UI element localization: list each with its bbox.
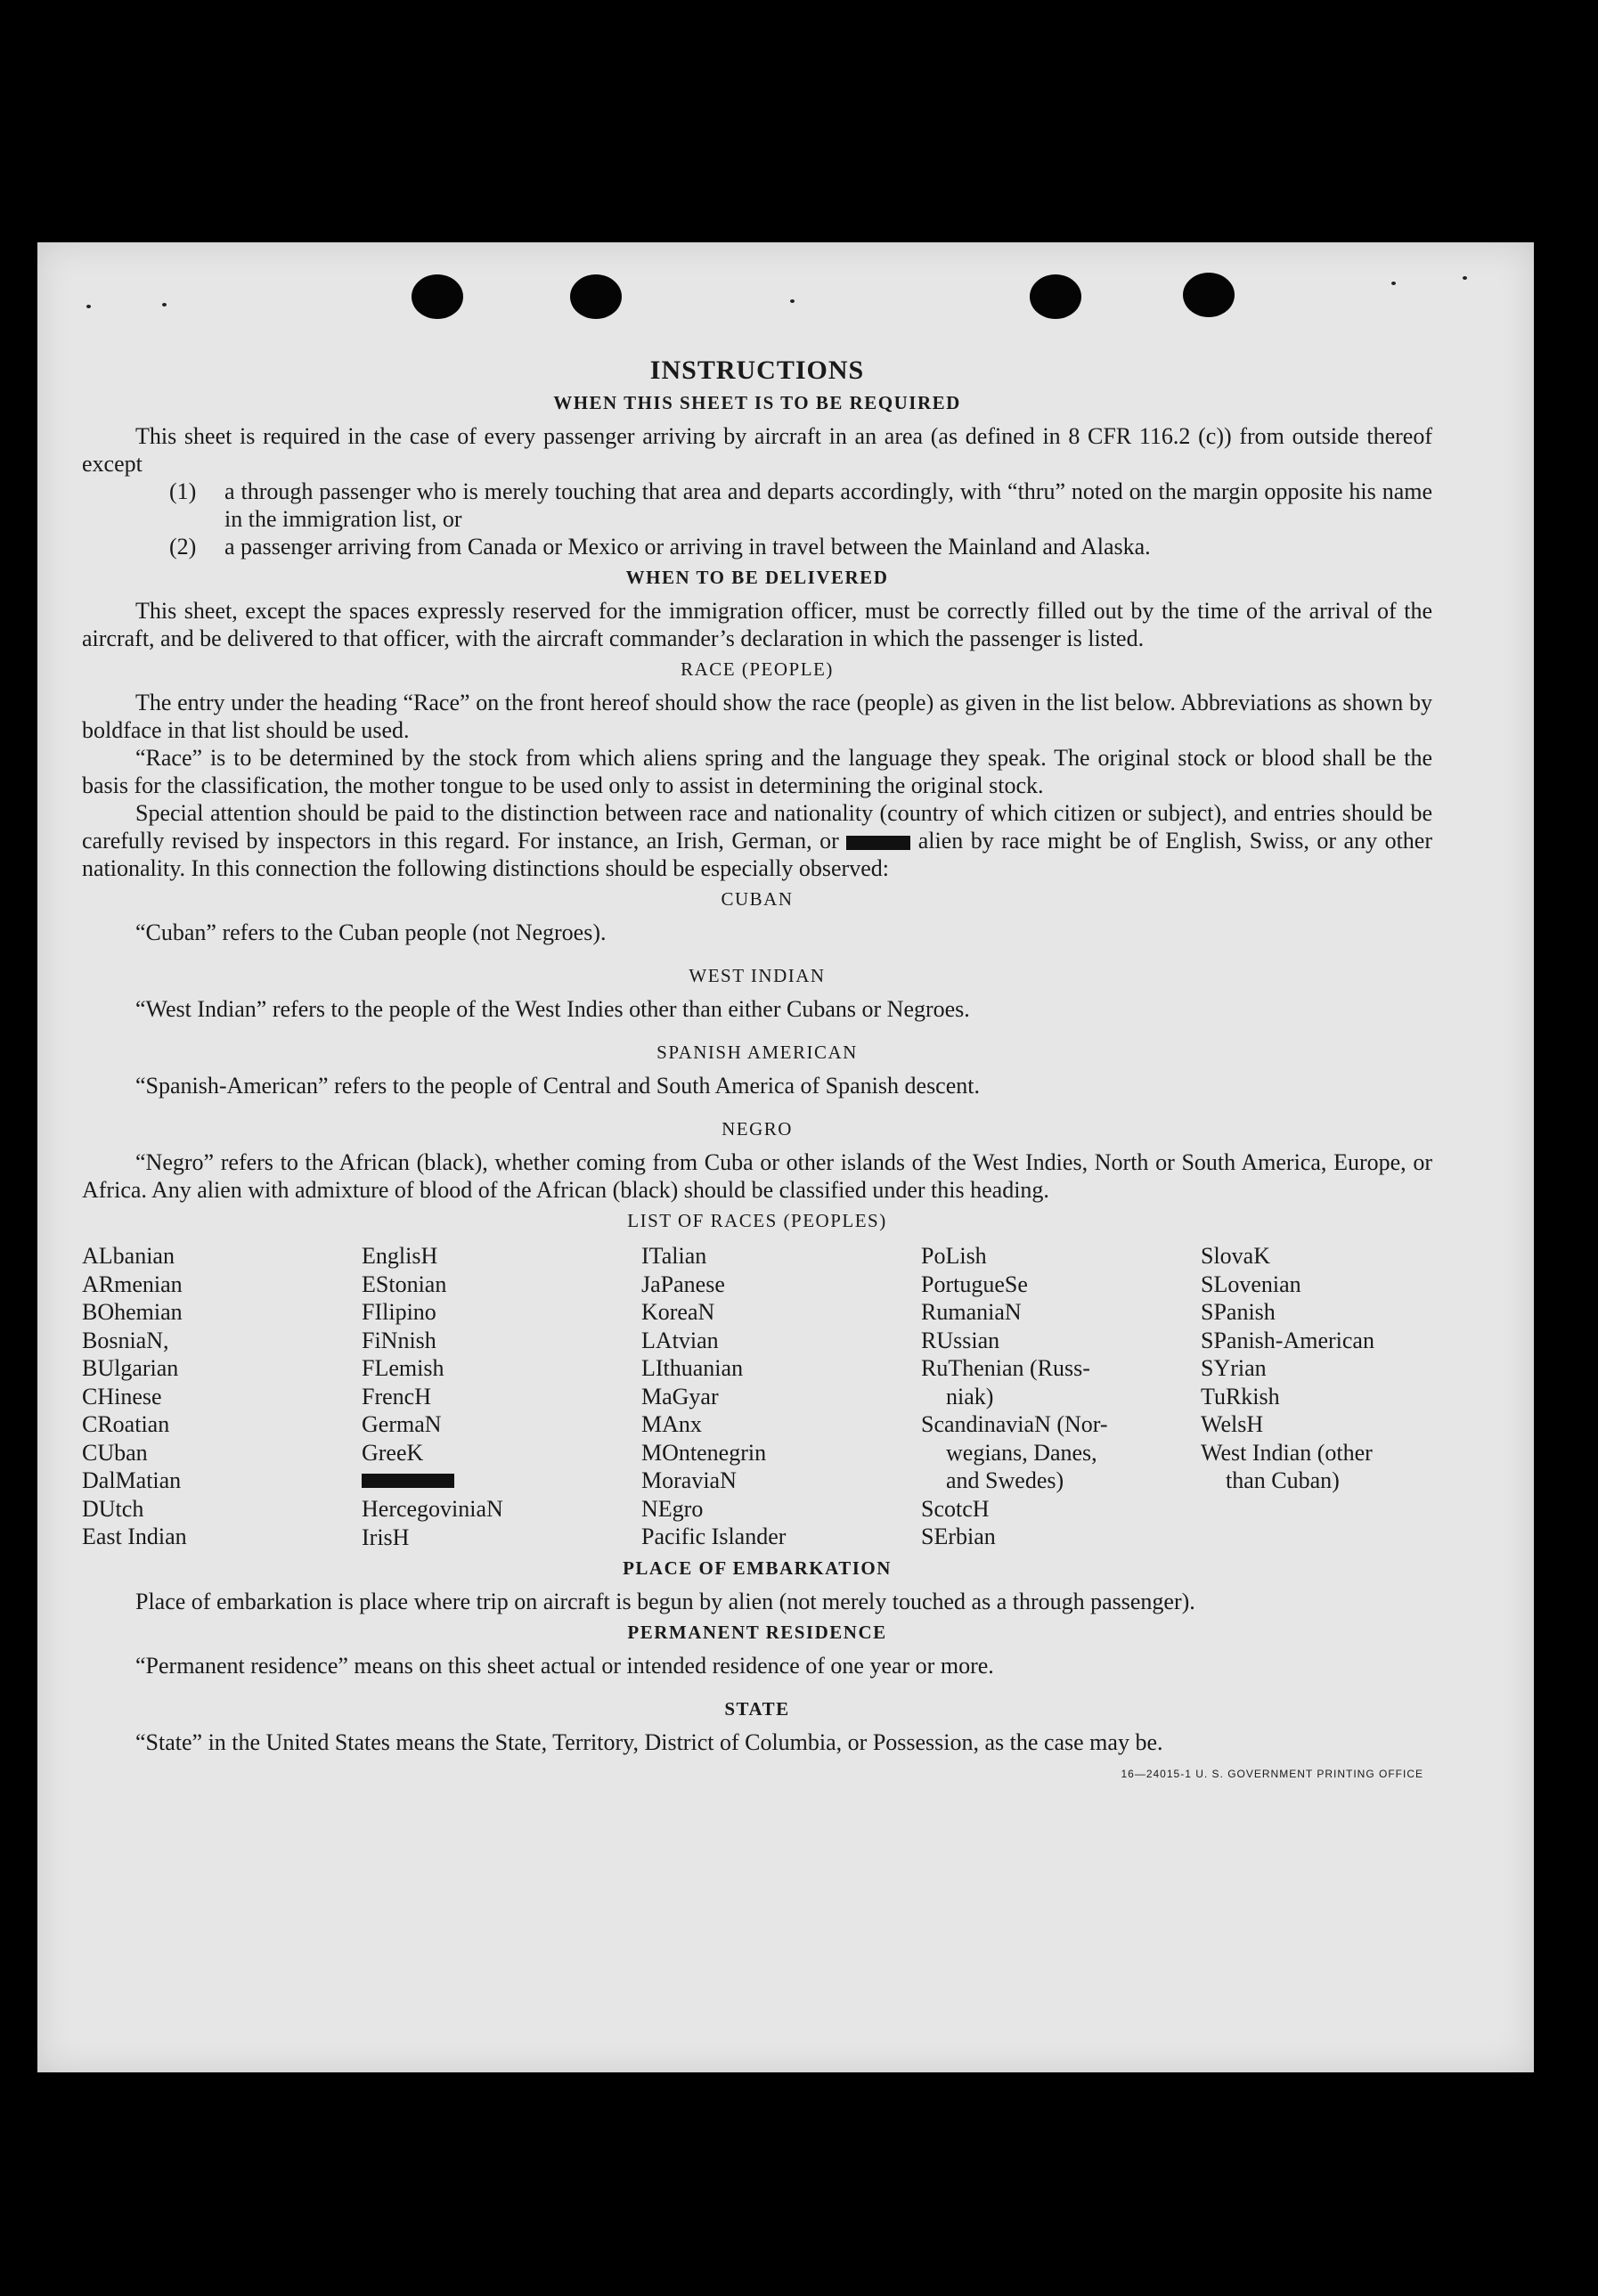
printing-office-note: 16—24015-1 U. S. GOVERNMENT PRINTING OFFICE — [1121, 1768, 1423, 1780]
race-item: FrencH — [362, 1383, 431, 1409]
race-item: FiNnish — [362, 1327, 436, 1353]
race-item: DUtch — [82, 1495, 144, 1522]
race-paragraph-2: “Race” is to be determined by the stock from which aliens spring and the language they speak. The original stock or blood shall be the basis for the classification, the mother tongue to be used only to assist in determining the original stock. — [82, 745, 1432, 798]
document-sheet — [37, 242, 1534, 2072]
races-column-1 — [82, 1242, 349, 1551]
cuban-text: “Cuban” refers to the Cuban people (not Negroes). — [135, 919, 607, 945]
speck — [162, 303, 167, 306]
redacted-entry — [362, 1474, 454, 1488]
race-item: CUban — [82, 1439, 148, 1466]
heading-negro: NEGRO — [722, 1118, 793, 1140]
race-item: and Swedes) — [946, 1467, 1064, 1493]
heading-list-of-races: LIST OF RACES (PEOPLES) — [627, 1210, 887, 1231]
race-item: Pacific Islander — [641, 1524, 787, 1549]
race-paragraph-3a: Special attention should be paid to the distinction between race and nationality (country of which citizen or subject), and entries should be carefully revised by inspectors in this regard. For instance, an Irish, German, or — [82, 800, 1432, 854]
punch-hole — [1030, 274, 1081, 319]
punch-hole — [1183, 273, 1235, 317]
race-item: RUssian — [921, 1327, 1000, 1353]
race-item: than Cuban) — [1226, 1467, 1340, 1493]
race-item: CHinese — [82, 1383, 162, 1409]
race-item: EStonian — [362, 1271, 447, 1297]
race-item: GermaN — [362, 1411, 442, 1437]
race-item: East Indian — [82, 1524, 187, 1549]
when-required-intro: This sheet is required in the case of every passenger arriving by aircraft in an area (as defined in 8 CFR 116.2 (c)) from outside thereof except — [82, 423, 1432, 477]
race-paragraph-3b: alien by race might be of English, Swiss, or any other nationality. In this connection the following distinctions should be especially observed: — [82, 828, 1432, 881]
punch-hole — [570, 274, 622, 319]
state-text: “State” in the United States means the State, Territory, District of Columbia, or Possession, as the case may be. — [135, 1729, 1163, 1755]
race-item: ARmenian — [82, 1271, 183, 1297]
race-item: ScandinaviaN (Nor- — [921, 1411, 1108, 1437]
heading-race: RACE (PEOPLE) — [681, 658, 834, 680]
race-paragraph-3 — [82, 799, 1432, 882]
races-column-4 — [921, 1242, 1188, 1551]
race-item: HercegoviniaN — [362, 1496, 503, 1522]
heading-spanish-american: SPANISH AMERICAN — [656, 1042, 858, 1063]
instructions-content — [82, 355, 1432, 1780]
heading-west-indian: WEST INDIAN — [689, 965, 826, 986]
race-item: BosniaN, — [82, 1327, 169, 1353]
race-item: RumaniaN — [921, 1299, 1022, 1325]
race-item: MOntenegrin — [641, 1439, 767, 1466]
exception-item-1 — [169, 478, 1432, 533]
permanent-residence-text: “Permanent residence” means on this sheet actual or intended residence of one year or more. — [135, 1653, 994, 1679]
heading-when-delivered: WHEN TO BE DELIVERED — [625, 567, 889, 588]
race-item: ALbanian — [82, 1243, 175, 1269]
item-text: a through passenger who is merely touching that area and departs accordingly, with “thru” noted on the margin opposite his name in the immigration list, or — [224, 478, 1432, 532]
race-item: NEgro — [641, 1495, 704, 1522]
race-item: DalMatian — [82, 1467, 182, 1493]
race-item: MaGyar — [641, 1383, 719, 1409]
redaction-mark — [846, 836, 910, 850]
speck — [790, 299, 795, 303]
speck — [86, 305, 91, 308]
negro-text: “Negro” refers to the African (black), whether coming from Cuba or other islands of the West Indies, North or South America, Europe, or Africa. Any alien with admixture of blood of the African (black) should be classified under this heading. — [82, 1149, 1432, 1203]
heading-permanent-residence: PERMANENT RESIDENCE — [627, 1622, 887, 1643]
race-item: IrisH — [362, 1524, 410, 1550]
race-item: ScotcH — [921, 1495, 990, 1522]
state-block — [82, 1728, 1432, 1780]
races-column-2 — [362, 1242, 629, 1551]
race-item: ITalian — [641, 1243, 707, 1269]
west-indian-text: “West Indian” refers to the people of the West Indies other than either Cubans or Negroes. — [135, 996, 970, 1022]
race-item: MoraviaN — [641, 1467, 737, 1493]
item-text: a passenger arriving from Canada or Mexico or arriving in travel between the Mainland and Alaska. — [224, 534, 1151, 560]
race-item: SLovenian — [1201, 1271, 1301, 1297]
race-item: LAtvian — [641, 1327, 719, 1353]
race-item: SYrian — [1201, 1355, 1267, 1381]
heading-cuban: CUBAN — [721, 888, 794, 910]
speck — [1463, 276, 1467, 280]
page-title: INSTRUCTIONS — [649, 355, 865, 385]
race-item: KoreaN — [641, 1299, 715, 1325]
races-column-5 — [1201, 1242, 1432, 1551]
races-list — [82, 1242, 1432, 1551]
item-number: (1) — [169, 478, 197, 504]
race-item: wegians, Danes, — [946, 1439, 1097, 1466]
race-item: FIlipino — [362, 1299, 436, 1325]
race-item: MAnx — [641, 1411, 702, 1437]
race-item: TuRkish — [1201, 1383, 1280, 1409]
exception-item-2 — [169, 533, 1432, 560]
heading-embarkation: PLACE OF EMBARKATION — [623, 1557, 892, 1579]
race-item: GreeK — [362, 1439, 424, 1466]
race-item: PoLish — [921, 1243, 987, 1269]
race-item: BUlgarian — [82, 1355, 179, 1381]
race-paragraph-1: The entry under the heading “Race” on the front hereof should show the race (people) as given in the list below. Abbreviations as shown by boldface in that list should be used. — [82, 690, 1432, 743]
heading-state: STATE — [724, 1698, 790, 1720]
race-item: LIthuanian — [641, 1355, 744, 1381]
heading-when-required: WHEN THIS SHEET IS TO BE REQUIRED — [553, 392, 961, 413]
embarkation-text: Place of embarkation is place where trip on aircraft is begun by alien (not merely touched as a through passenger). — [135, 1589, 1195, 1614]
race-item: EnglisH — [362, 1243, 438, 1269]
race-item: PortugueSe — [921, 1271, 1028, 1297]
race-item: niak) — [946, 1383, 994, 1409]
when-delivered-text: This sheet, except the spaces expressly reserved for the immigration officer, must be correctly filled out by the time of the arrival of the aircraft, and be delivered to that officer, with the aircraft commander’s declaration in which the passenger is listed. — [82, 598, 1432, 651]
speck — [1391, 282, 1396, 285]
race-item: RuThenian (Russ- — [921, 1355, 1090, 1381]
race-item: FLemish — [362, 1355, 444, 1381]
race-item: JaPanese — [641, 1271, 725, 1297]
races-column-3 — [641, 1242, 909, 1551]
spanish-american-text: “Spanish-American” refers to the people of Central and South America of Spanish descent. — [135, 1073, 980, 1099]
item-number: (2) — [169, 534, 197, 560]
race-item: SPanish — [1201, 1299, 1276, 1325]
race-item: West Indian (other — [1201, 1439, 1373, 1466]
race-item: SlovaK — [1201, 1243, 1270, 1269]
race-item: SPanish-American — [1201, 1327, 1374, 1353]
race-item: SErbian — [921, 1524, 996, 1549]
punch-hole — [412, 274, 463, 319]
race-item: CRoatian — [82, 1411, 170, 1437]
race-item: BOhemian — [82, 1299, 183, 1325]
race-item: WelsH — [1201, 1411, 1264, 1437]
